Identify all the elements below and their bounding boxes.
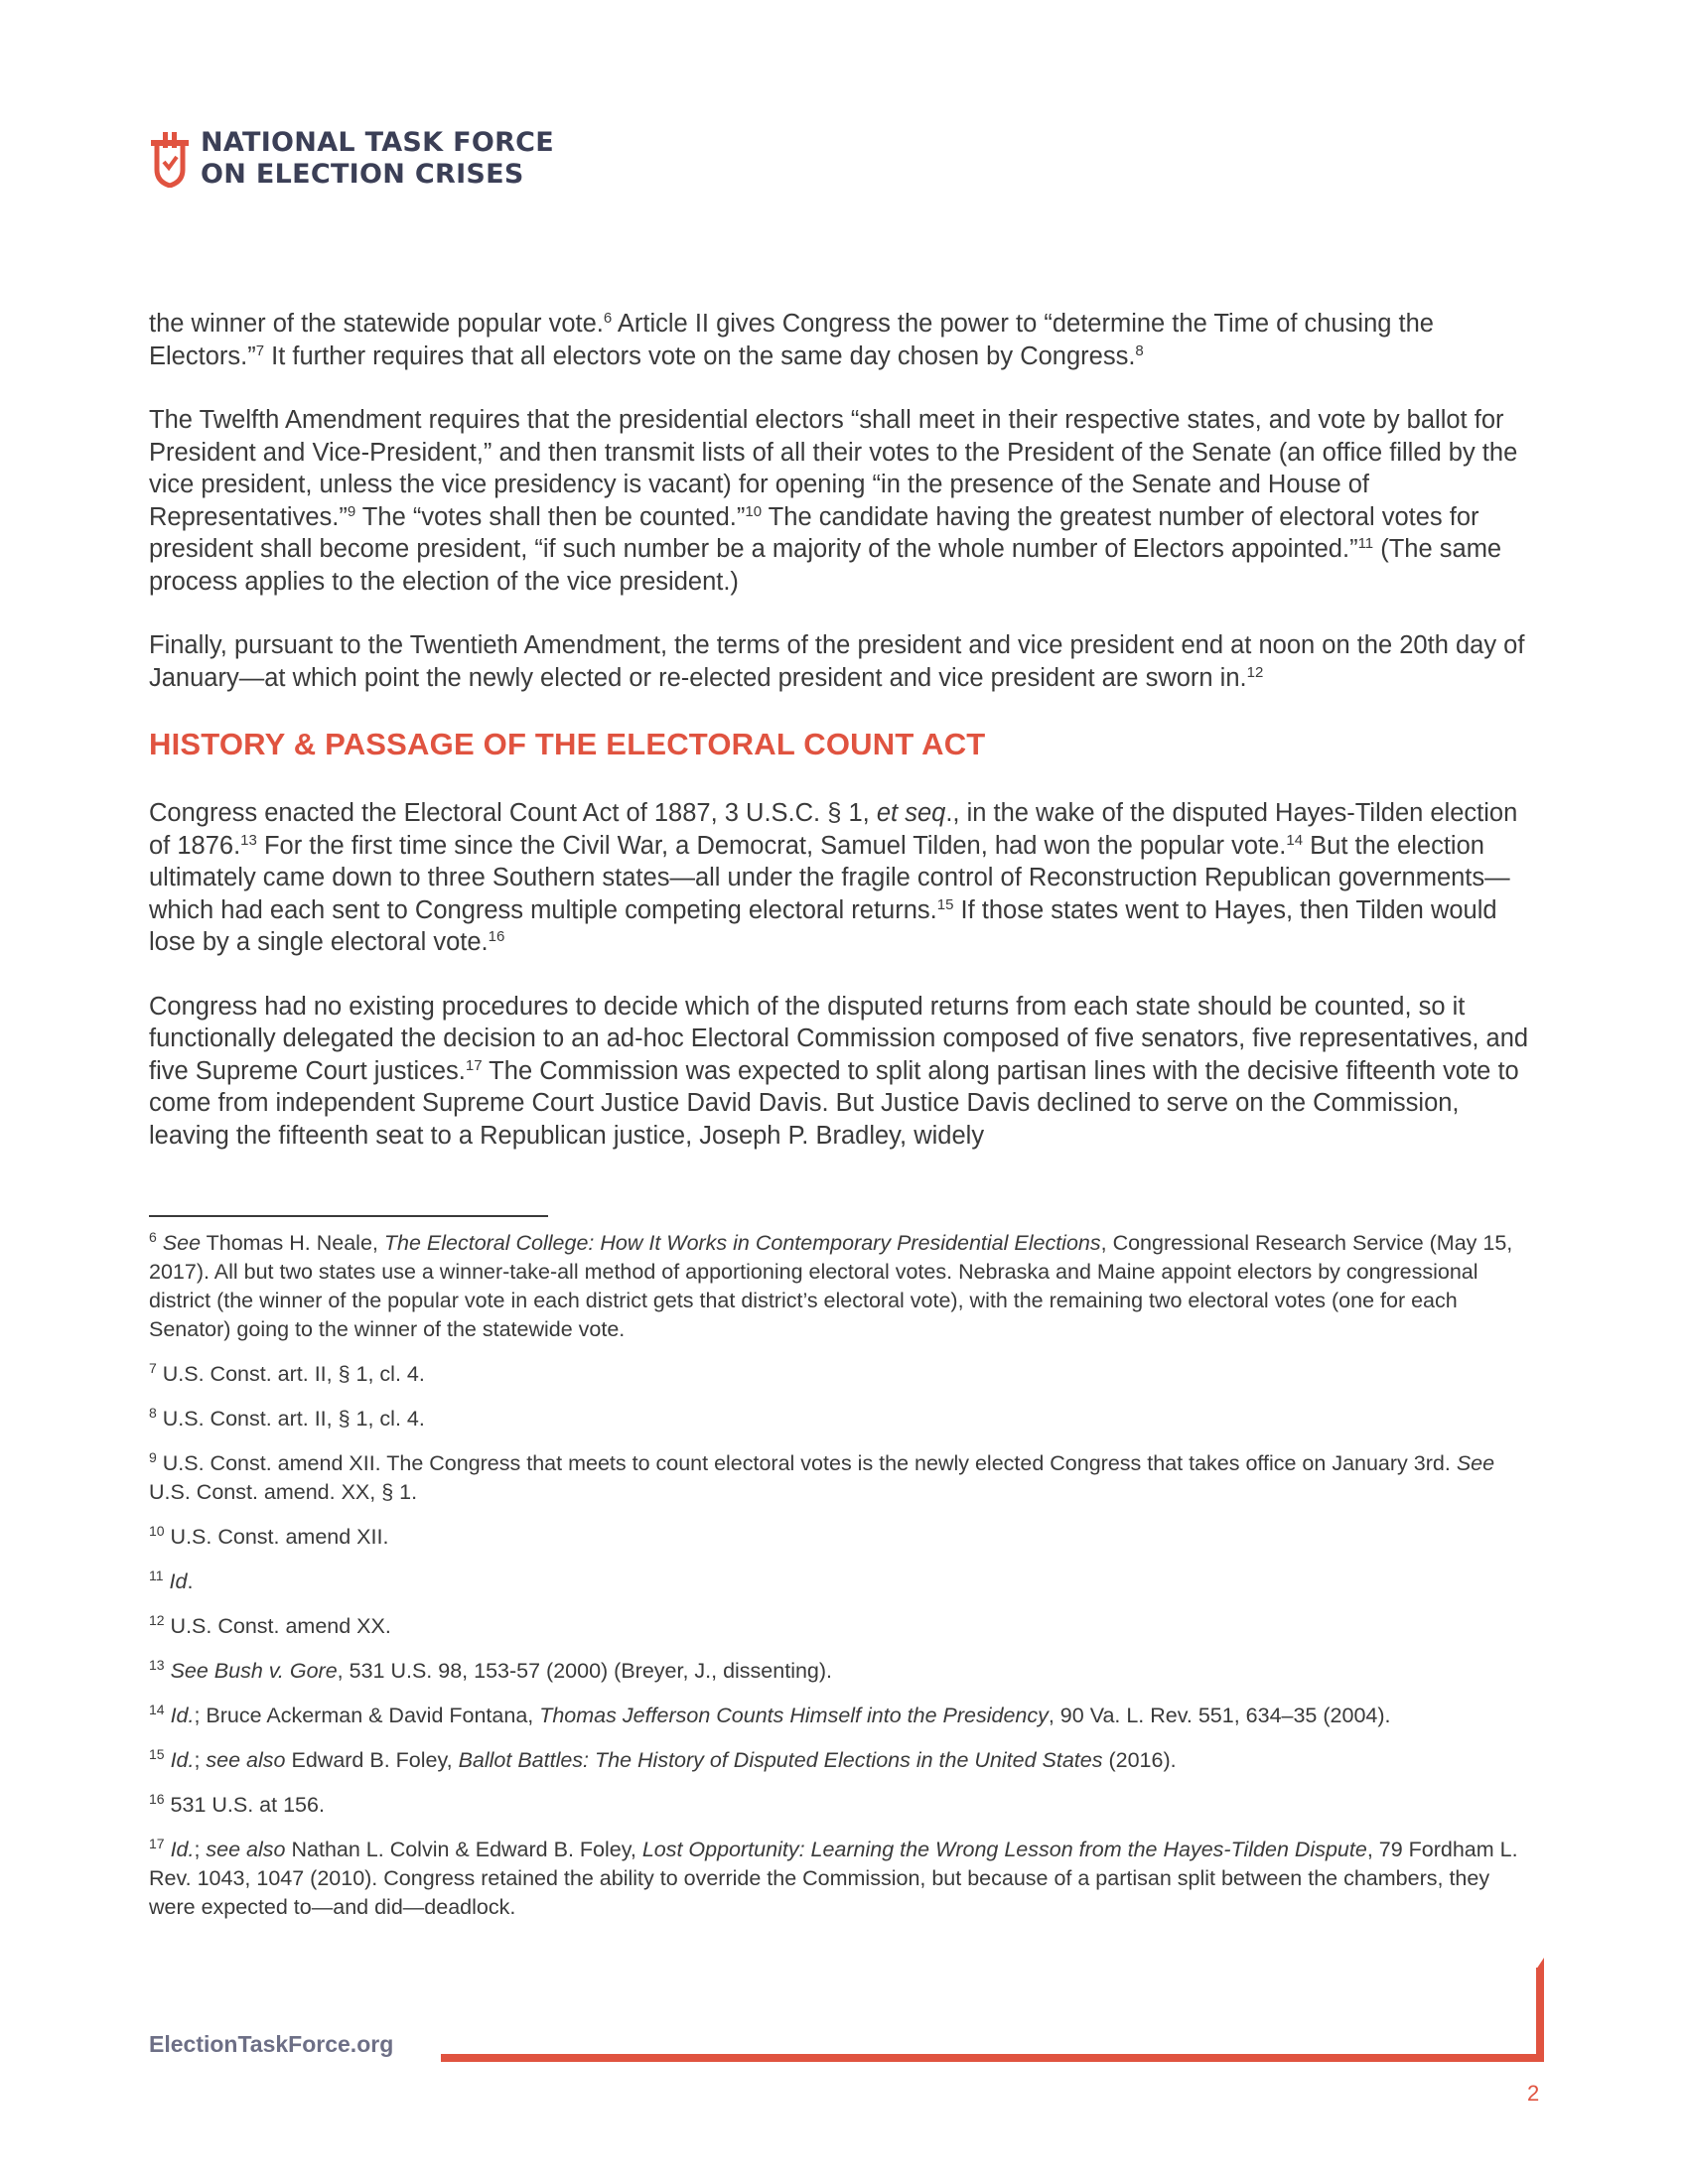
footnote-ref[interactable]: 16 xyxy=(488,928,505,945)
text-run: Congress enacted the Electoral Count Act of 1887, 3 U.S.C. § 1, xyxy=(149,799,877,827)
text-run: U.S. Const. art. II, § 1, cl. 4. xyxy=(156,1362,425,1386)
footnote-15 xyxy=(149,1746,1539,1775)
footnote-ref[interactable]: 7 xyxy=(255,341,265,359)
section-heading: HISTORY & PASSAGE OF THE ELECTORAL COUNT ACT xyxy=(149,727,986,761)
footnote-ref[interactable]: 15 xyxy=(936,895,954,913)
text-run-italic: et seq xyxy=(876,799,946,827)
text-run: The Twelfth Amendment requires that the presidential electors “shall meet in their respective states, and vote by ballot for President and Vice-President,” and then transmit lists of all their votes to the President of the Senate (an office filled by the vice president, unless the vice presidency is vacant) for opening “in the presence of the Senate and House of Representatives.” xyxy=(149,406,1518,531)
text-run-italic: See xyxy=(1456,1451,1495,1475)
footnote-6 xyxy=(149,1229,1539,1344)
text-run-italic: Id. xyxy=(170,1838,195,1861)
text-run: U.S. Const. amend. XX, § 1. xyxy=(149,1480,418,1504)
text-run: The Commission was expected to split along partisan lines with the decisive fifteenth vote to come from independent Supreme Court Justice David Davis. But Justice Davis declined to serve on the Commission, leaving the fifteenth seat to a Republican justice, Joseph P. Bradley, widely xyxy=(149,1056,1519,1150)
text-run: ; Bruce Ackerman & David Fontana, xyxy=(194,1704,540,1727)
footnote-ref[interactable]: 14 xyxy=(1286,831,1304,849)
text-run-italic: Id. xyxy=(170,1704,195,1727)
text-run-italic: Ballot Battles: The History of Disputed Elections in the United States xyxy=(458,1748,1103,1772)
text-run-italic: see also xyxy=(206,1838,286,1861)
text-run-italic: Id. xyxy=(170,1748,195,1772)
text-run: , Congressional Research Service (May 15, 2017). All but two states use a winner-take-all method of apportioning electoral votes. Nebraska and Maine appoint electors by congressional district (the winner of the popular vote in each district gets that district’s electoral vote), with the remaining two electoral votes (one for each Senator) going to the winner of the statewide vote. xyxy=(149,1231,1513,1341)
footnote-number: 17 xyxy=(149,1836,165,1851)
text-run: Finally, pursuant to the Twentieth Amendment, the terms of the president and vice president end at noon on the 20th day of January—at which point the newly elected or re-elected president and vice president are sworn in. xyxy=(149,631,1525,692)
footer-rule xyxy=(441,2054,1538,2062)
text-run: U.S. Const. amend XX. xyxy=(164,1614,391,1638)
text-run: , 531 U.S. 98, 153-57 (2000) (Breyer, J., dissenting). xyxy=(337,1659,833,1683)
footnote-ref[interactable]: 11 xyxy=(1357,535,1374,552)
footnote-13 xyxy=(149,1657,1539,1686)
paragraph-1 xyxy=(149,308,1539,372)
paragraph-5 xyxy=(149,991,1539,1153)
footnote-9 xyxy=(149,1449,1539,1507)
footer-rule-vertical xyxy=(1536,1968,1544,2062)
text-run: (The same process applies to the election of the vice president.) xyxy=(149,535,1502,596)
footnote-ref[interactable]: 8 xyxy=(1135,341,1144,359)
text-run: Article II gives Congress the power to “determine the Time of chusing the Electors.” xyxy=(149,310,1434,370)
text-run: The “votes shall then be counted.” xyxy=(355,502,746,531)
footnote-number: 14 xyxy=(149,1702,165,1717)
paragraph-2 xyxy=(149,404,1539,598)
footnote-ref[interactable]: 17 xyxy=(465,1056,483,1074)
text-run: the winner of the statewide popular vote. xyxy=(149,310,604,338)
text-run: ., in the wake of the disputed Hayes-Tilden election of 1876. xyxy=(149,799,1518,860)
text-run: (2016). xyxy=(1102,1748,1177,1772)
footnote-7 xyxy=(149,1360,1539,1389)
text-run-italic: See xyxy=(162,1231,202,1255)
text-run: It further requires that all electors vote on the same day chosen by Congress. xyxy=(264,341,1136,370)
footnotes xyxy=(149,1229,1539,1938)
org-logo xyxy=(149,127,554,191)
text-run: Congress had no existing procedures to decide which of the disputed returns from each state should be counted, so it functionally delegated the decision to an ad-hoc Electoral Commission composed of five senators, five representatives, and five Supreme Court justices. xyxy=(149,992,1529,1085)
ballot-box-icon xyxy=(149,130,191,188)
text-run: , 79 Fordham L. Rev. 1043, 1047 (2010). Congress retained the ability to override the Commission, but because of a partisan split between the chambers, they were expected to—and did—deadlock. xyxy=(149,1838,1518,1919)
text-run: U.S. Const. amend XII. The Congress that meets to count electoral votes is the newly elected Congress that takes office on January 3rd. xyxy=(156,1451,1457,1475)
text-run: For the first time since the Civil War, a Democrat, Samuel Tilden, had won the popular vote. xyxy=(256,831,1287,860)
text-run: Nathan L. Colvin & Edward B. Foley, xyxy=(285,1838,642,1861)
footnote-number: 9 xyxy=(149,1449,157,1465)
footnote-ref[interactable]: 6 xyxy=(603,310,613,327)
org-name xyxy=(201,127,554,191)
paragraph-3 xyxy=(149,629,1539,694)
footnote-16 xyxy=(149,1791,1539,1820)
text-run-italic: The Electoral College: How It Works in Contemporary Presidential Elections xyxy=(383,1231,1101,1255)
main-body xyxy=(149,308,1539,1183)
text-run-italic: Id xyxy=(169,1570,188,1593)
text-run: . xyxy=(187,1570,194,1593)
text-run: U.S. Const. amend XII. xyxy=(164,1525,389,1549)
text-run: , 90 Va. L. Rev. 551, 634–35 (2004). xyxy=(1048,1704,1391,1727)
footnote-number: 16 xyxy=(149,1791,165,1807)
text-run-italic: Lost Opportunity: Learning the Wrong Lesson from the Hayes-Tilden Dispute xyxy=(641,1838,1367,1861)
org-name-line2: ON ELECTION CRISES xyxy=(201,159,524,190)
footnote-ref[interactable]: 13 xyxy=(240,831,257,849)
footer-website-link[interactable]: ElectionTaskForce.org xyxy=(149,2031,394,2057)
footnote-divider xyxy=(149,1215,548,1217)
footnote-10 xyxy=(149,1523,1539,1552)
org-name-line1: NATIONAL TASK FORCE xyxy=(201,127,555,158)
text-run: 531 U.S. at 156. xyxy=(164,1793,325,1817)
text-run: The candidate having the greatest number of electoral votes for president shall become president, “if such number be a majority of the whole number of Electors appointed.” xyxy=(149,502,1479,563)
page-number: 2 xyxy=(1527,2081,1540,2106)
text-run-italic: Thomas Jefferson Counts Himself into the Presidency xyxy=(539,1704,1049,1727)
footnote-number: 13 xyxy=(149,1657,165,1673)
text-run: If those states went to Hayes, then Tilden would lose by a single electoral vote. xyxy=(149,895,1497,956)
footnote-ref[interactable]: 10 xyxy=(745,502,763,520)
text-run-italic: see also xyxy=(206,1748,286,1772)
text-run: ; xyxy=(194,1748,207,1772)
footnote-number: 11 xyxy=(149,1568,164,1583)
footer-rule-tip xyxy=(1536,1958,1544,1970)
footnote-ref[interactable]: 12 xyxy=(1246,663,1264,681)
text-run: U.S. Const. art. II, § 1, cl. 4. xyxy=(156,1407,425,1431)
text-run: But the election ultimately came down to three Southern states—all under the fragile control of Reconstruction Republican governments—which had each sent to Congress multiple competing electoral returns. xyxy=(149,831,1510,924)
footnote-17 xyxy=(149,1836,1539,1922)
footnote-number: 8 xyxy=(149,1405,157,1421)
footnote-number: 6 xyxy=(149,1229,157,1245)
footnote-number: 12 xyxy=(149,1612,165,1628)
footnote-number: 7 xyxy=(149,1360,157,1376)
footnote-number: 15 xyxy=(149,1746,165,1762)
footnote-number: 10 xyxy=(149,1523,165,1539)
text-run: ; xyxy=(194,1838,207,1861)
paragraph-4 xyxy=(149,797,1539,959)
text-run: Edward B. Foley, xyxy=(285,1748,459,1772)
footnote-11 xyxy=(149,1568,1539,1596)
footnote-14 xyxy=(149,1702,1539,1730)
text-run-italic: See Bush v. Gore xyxy=(170,1659,338,1683)
text-run: Thomas H. Neale, xyxy=(201,1231,384,1255)
footnote-ref[interactable]: 9 xyxy=(347,502,356,520)
footnote-8 xyxy=(149,1405,1539,1433)
footnote-12 xyxy=(149,1612,1539,1641)
